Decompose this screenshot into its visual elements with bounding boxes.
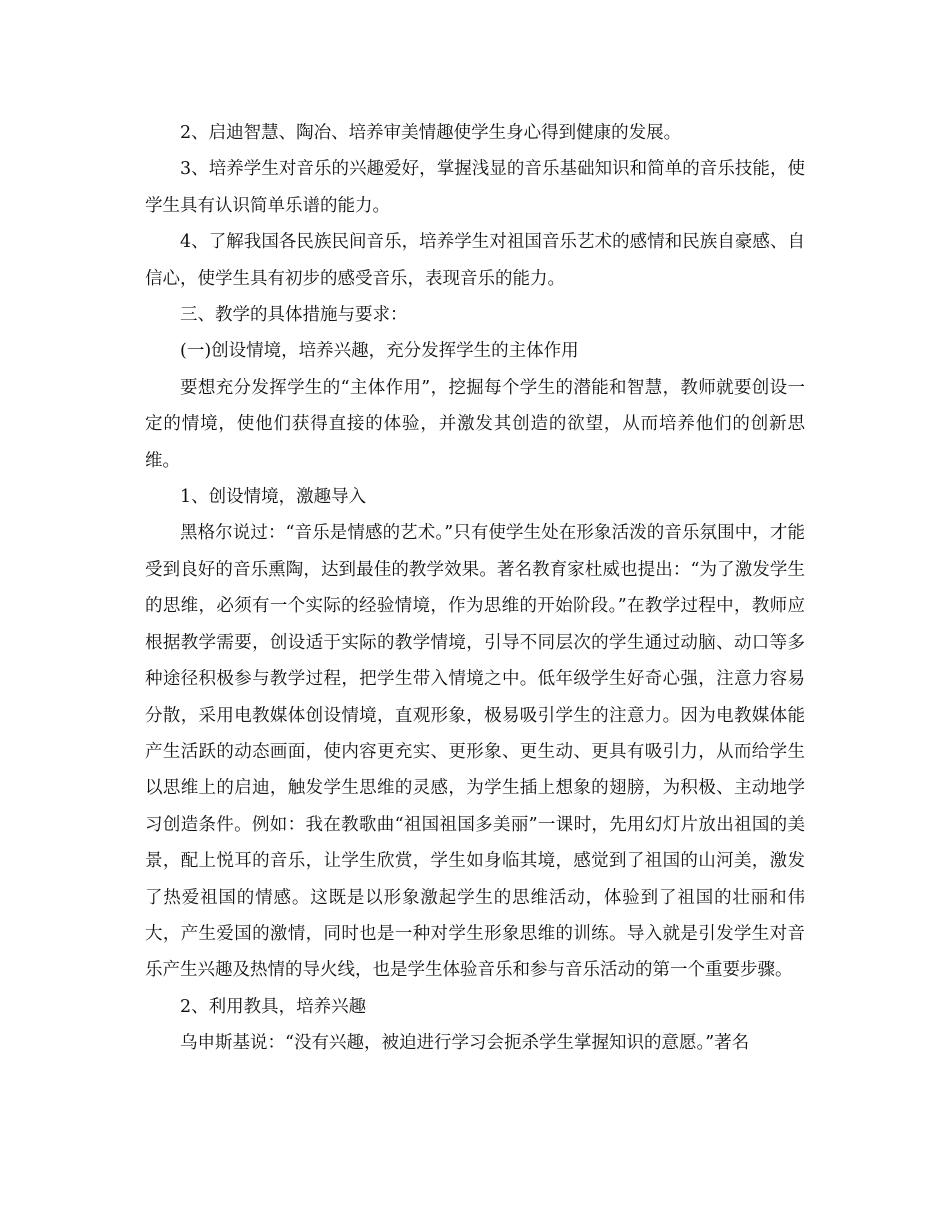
paragraph-subject-role: 要想充分发挥学生的“主体作用”，挖掘每个学生的潜能和智慧，教师就要创设一定的情境，使他们获得直接的体验，并激发其创造的欲望，从而培养他们的创新思维。 bbox=[145, 377, 805, 471]
section-heading-measures: 三、教学的具体措施与要求： bbox=[180, 305, 408, 326]
paragraph-goal-4: 4、了解我国各民族民间音乐，培养学生对祖国音乐艺术的感情和民族自豪感、自信心，使学生具有初步的感受音乐，表现音乐的能力。 bbox=[145, 232, 805, 289]
subsection-heading-1: (一)创设情境，培养兴趣，充分发挥学生的主体作用 bbox=[180, 341, 579, 362]
item-heading-situation: 1、创设情境，激趣导入 bbox=[180, 487, 367, 508]
paragraph-ushinsky-quote: 乌申斯基说：“没有兴趣，被迫进行学习会扼杀学生掌握知识的意愿。”著名 bbox=[180, 1033, 750, 1054]
document-body bbox=[145, 115, 805, 1062]
paragraph-goal-3: 3、培养学生对音乐的兴趣爱好，掌握浅显的音乐基础知识和简单的音乐技能，使学生具有认识简单乐谱的能力。 bbox=[145, 159, 805, 216]
paragraph-situation-detail: 黑格尔说过：“音乐是情感的艺术。”只有使学生处在形象活泼的音乐氛围中，才能受到良好的音乐熏陶，达到最佳的教学效果。著名教育家杜威也提出：“为了激发学生的思维，必须有一个实际的经验情境，作为思维的开始阶段。”在教学过程中，教师应根据教学需要，创设适于实际的教学情境，引导不同层次的学生通过动脑、动口等多种途径积极参与教学过程，把学生带入情境之中。低年级学生好奇心强，注意力容易分散，采用电教媒体创设情境，直观形象，极易吸引学生的注意力。因为电教媒体能产生活跃的动态画面，使内容更充实、更形象、更生动、更具有吸引力，从而给学生以思维上的启迪，触发学生思维的灵感，为学生插上想象的翅膀，为积极、主动地学习创造条件。例如：我在教歌曲“祖国祖国多美丽”一课时，先用幻灯片放出祖国的美景，配上悦耳的音乐，让学生欣赏，学生如身临其境，感觉到了祖国的山河美，激发了热爱祖国的情感。这既是以形象激起学生的思维活动，体验到了祖国的壮丽和伟大，产生爱国的激情，同时也是一种对学生形象思维的训练。导入就是引发学生对音乐产生兴趣及热情的导火线，也是学生体验音乐和参与音乐活动的第一个重要步骤。 bbox=[145, 523, 805, 981]
paragraph-goal-2: 2、启迪智慧、陶冶、培养审美情趣使学生身心得到健康的发展。 bbox=[180, 123, 682, 143]
item-heading-teaching-aids: 2、利用教具，培养兴趣 bbox=[180, 996, 367, 1017]
